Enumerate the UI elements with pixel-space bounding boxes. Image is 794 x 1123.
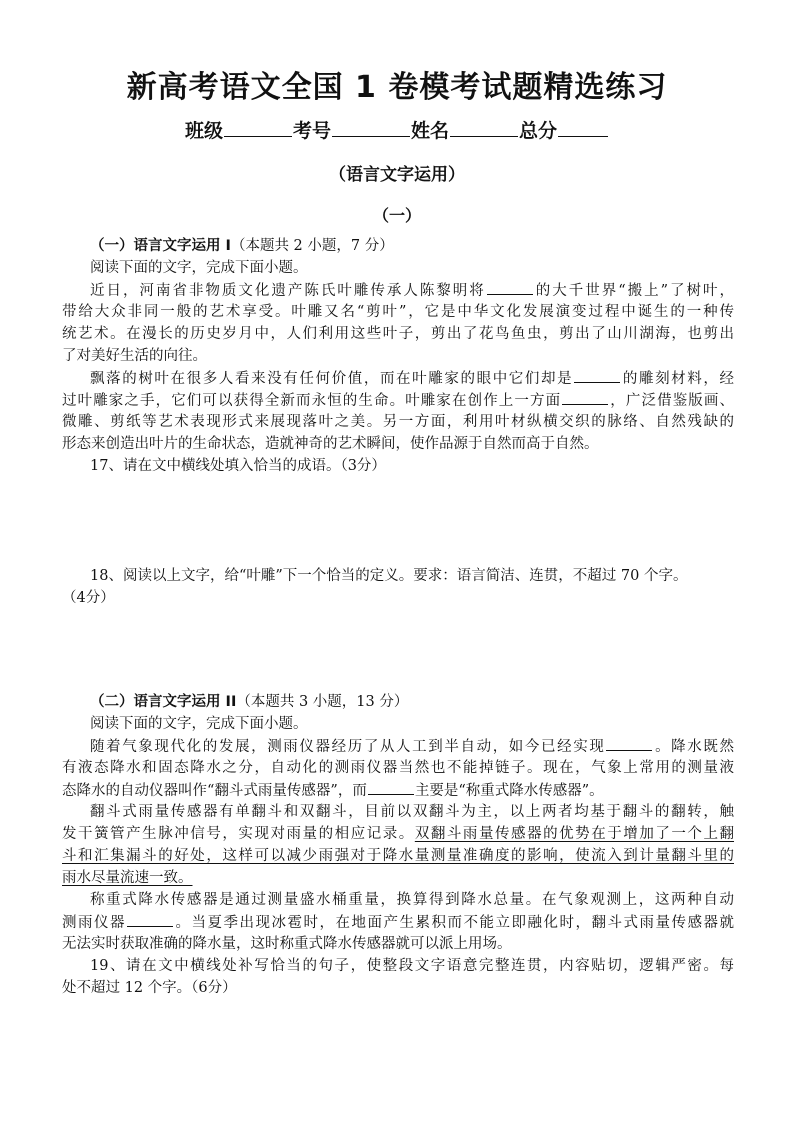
exam-no-label: 考号 (292, 120, 331, 142)
s2-p3-line (62, 912, 734, 933)
underlined-text: 双翻斗雨量传感器的优势在于增加了一个上翻 (414, 826, 735, 842)
answer-blank[interactable] (487, 280, 533, 295)
s2-p1-line (62, 780, 734, 801)
s1-p1-line: 统艺术。在漫长的历史岁月中，人们利用这些叶子，剪出了花鸟鱼虫，剪出了山川湖海，也剪出 (62, 326, 734, 342)
question-19: 19、请在文中横线处补写恰当的句子，使整段文字语意完整连贯，内容贴切，逻辑严密。每 (90, 958, 734, 974)
s1-p2-line: 微雕、剪纸等艺术表现形式来展现落叶之美。另一方面，利用叶材纵横交织的脉络、自然残缺的 (62, 414, 734, 430)
s2-p3-line: 称重式降水传感器是通过测量盛水桶重量，换算得到降水总量。在气象观测上，这两种自动 (90, 892, 734, 908)
score-label: 总分 (519, 120, 558, 142)
class-label: 班级 (184, 120, 223, 142)
question-17: 17、请在文中横线处填入恰当的成语。（3分） (90, 458, 386, 474)
name-label: 姓名 (411, 120, 450, 142)
student-info-line (0, 116, 794, 143)
text: 的雕刻材料，经 (621, 371, 735, 387)
answer-blank[interactable] (562, 390, 608, 405)
s1-p1-line (62, 280, 734, 301)
answer-blank[interactable] (127, 912, 173, 927)
section1-heading (62, 236, 734, 256)
text: 主要是“称重式降水传感器”。 (414, 783, 604, 799)
answer-blank[interactable] (368, 780, 414, 795)
answer-blank[interactable] (606, 736, 652, 751)
s2-p1-line: 有液态降水和固态降水之分，自动化的测雨仪器当然也不能掉链子。现在，气象上常用的测量液 (62, 760, 734, 776)
text: 发干簧管产生脉冲信号，实现对雨量的相应记录。 (62, 826, 415, 842)
question-18-points: （4分） (62, 590, 115, 606)
text: 飘落的树叶在很多人看来没有任何价值，而在叶雕家的眼中它们却是 (90, 371, 574, 387)
answer-blank[interactable] (574, 368, 620, 383)
section1-heading-title: （一）语言文字运用 I (90, 238, 231, 254)
section1-instruction: 阅读下面的文字，完成下面小题。 (90, 260, 308, 276)
text: 测雨仪器 (62, 915, 126, 931)
page-title: 新高考语文全国 1 卷模考试题精选练习 (126, 70, 668, 105)
question-18: 18、阅读以上文字，给“叶雕”下一个恰当的定义。要求：语言简洁、连贯，不超过 70 个字。 (90, 568, 688, 584)
s2-p2-line-underlined: 雨水尽量流速一致。 (62, 870, 193, 886)
text: ，广泛借鉴版画、 (609, 393, 735, 409)
s1-p2-line (62, 390, 734, 411)
score-blank[interactable] (558, 118, 608, 137)
section2-heading-title: （二）语言文字运用 II (90, 694, 237, 710)
s1-p1-line: 带给大众非同一般的艺术享受。叶雕又名“剪叶”，它是中华文化发展演变过程中诞生的一种传 (62, 304, 734, 320)
s2-p2-line: 翻斗式雨量传感器有单翻斗和双翻斗，目前以双翻斗为主，以上两者均基于翻斗的翻转，触 (90, 804, 734, 820)
text: 态降水的自动仪器叫作“翻斗式雨量传感器”，而 (62, 783, 367, 799)
text: 近日，河南省非物质文化遗产陈氏叶雕传承人陈黎明将 (90, 283, 486, 299)
text: 。当夏季出现冰雹时，在地面产生累积而不能立即融化时，翻斗式雨量传感器就 (174, 915, 734, 931)
s1-p2-line: 形态来创造出叶片的生命状态，造就神奇的艺术瞬间，使作品源于自然而高于自然。 (62, 436, 599, 452)
section-subtitle: （语言文字运用） (329, 165, 465, 185)
class-blank[interactable] (224, 118, 292, 137)
text: 随着气象现代化的发展，测雨仪器经历了从人工到半自动，如今已经实现 (90, 739, 606, 755)
exam-no-blank[interactable] (332, 118, 410, 137)
question-19-cont: 处不超过 12 个字。（6分） (62, 980, 237, 996)
s2-p2-line (62, 824, 734, 844)
part-number: （一） (372, 206, 421, 225)
s2-p3-line: 无法实时获取准确的降水量，这时称重式降水传感器就可以派上用场。 (62, 936, 512, 952)
section2-instruction: 阅读下面的文字，完成下面小题。 (90, 716, 308, 732)
name-blank[interactable] (450, 118, 518, 137)
s2-p1-line (62, 736, 734, 757)
s1-p2-line (62, 368, 734, 389)
text: 过叶雕家之手，它们可以获得全新而永恒的生命。叶雕家在创作上一方面 (62, 393, 562, 409)
section2-heading-note: （本题共 3 小题，13 分） (236, 694, 409, 710)
s2-p2-line-underlined: 斗和汇集漏斗的好处，这样可以减少雨强对于降水量测量准确度的影响，使流入到计量翻斗里的 (62, 848, 734, 864)
text: 。降水既然 (653, 739, 735, 755)
text: 的大千世界“搬上”了树叶， (533, 283, 735, 299)
section1-heading-note: （本题共 2 小题，7 分） (230, 238, 394, 254)
section2-heading (62, 692, 734, 712)
s1-p1-line: 了对美好生活的向往。 (62, 348, 207, 364)
